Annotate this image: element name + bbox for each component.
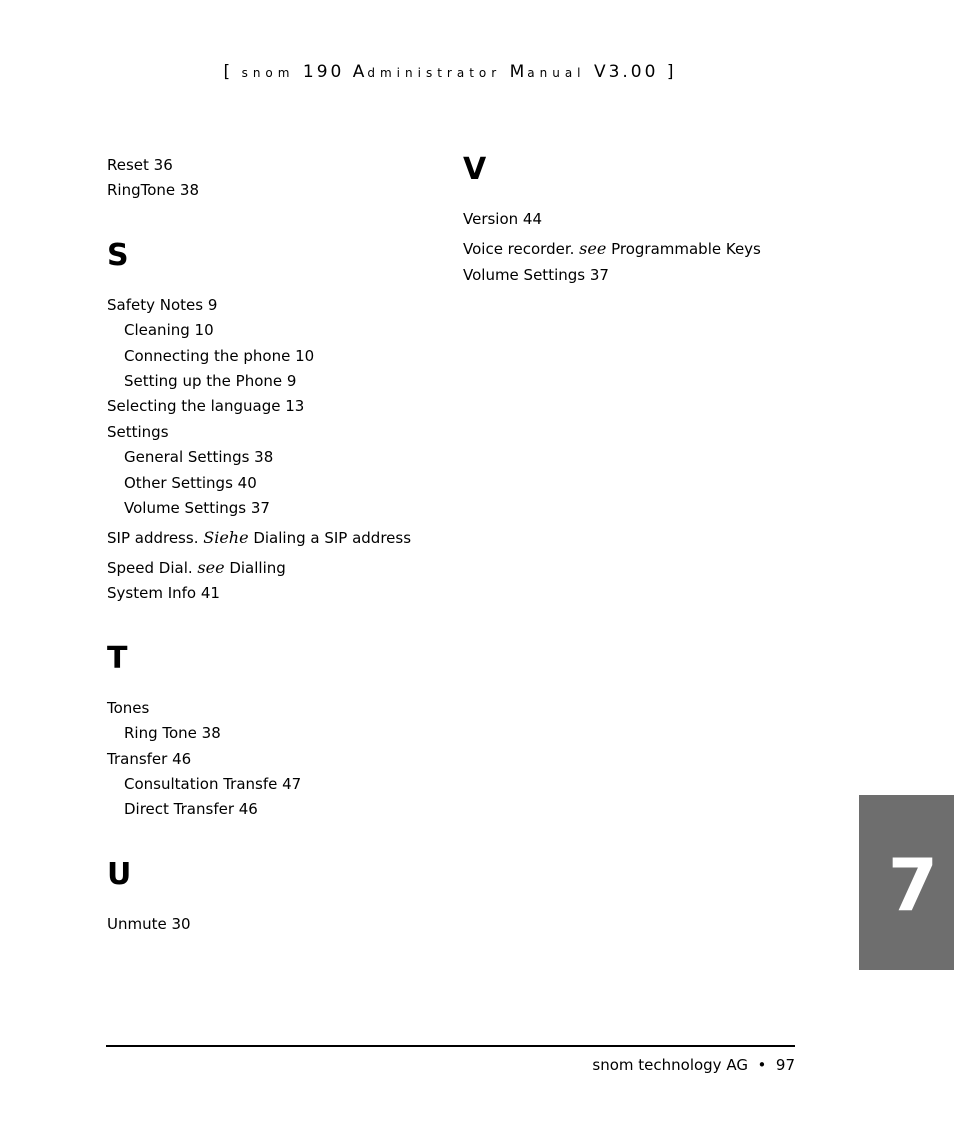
sip-post: Dialing a SIP address: [248, 529, 412, 547]
index-subentry-consultation-transfer: Consultation Transfe 47: [124, 775, 302, 793]
index-entry-safety-notes: Safety Notes 9: [107, 296, 218, 314]
voice-pre: Voice recorder.: [463, 240, 580, 258]
index-subentry-direct-transfer: Direct Transfer 46: [124, 800, 258, 818]
header-title-dministrator: dministrator: [367, 66, 502, 80]
footer-page-number: 97: [775, 1056, 795, 1074]
index-entry-speed-dial: [107, 558, 286, 578]
index-subentry-cleaning: Cleaning 10: [124, 321, 214, 339]
index-entry-transfer: Transfer 46: [107, 750, 192, 768]
footer-company: snom technology AG: [592, 1056, 748, 1074]
footer-bullet: •: [757, 1056, 767, 1074]
index-subentry-connecting: Connecting the phone 10: [124, 347, 315, 365]
header-brand: snom: [241, 66, 295, 80]
index-entry-tones: Tones: [107, 699, 150, 717]
index-entry-reset: Reset 36: [107, 156, 173, 174]
header-bracket-close: ]: [666, 62, 677, 82]
header-model: 190: [302, 62, 345, 82]
header-title-m: M: [509, 62, 528, 82]
page-footer: [592, 1056, 795, 1074]
index-subentry-other-settings: Other Settings 40: [124, 474, 257, 492]
index-entry-selecting-language: Selecting the language 13: [107, 397, 305, 415]
header-title-a: A: [352, 62, 368, 82]
index-entry-version: Version 44: [463, 210, 543, 228]
footer-rule: [106, 1045, 795, 1047]
chapter-number: 7: [887, 843, 938, 927]
index-entry-voice-recorder: [463, 239, 761, 259]
section-letter-v: V: [463, 152, 487, 187]
section-letter-u: U: [107, 857, 132, 892]
header-bracket-open: [: [223, 62, 234, 82]
sip-see: Siehe: [203, 528, 249, 547]
section-letter-s: S: [107, 238, 129, 273]
chapter-tab: [859, 795, 954, 970]
running-header: [0, 62, 900, 82]
index-entry-system-info: System Info 41: [107, 584, 220, 602]
speed-post: Dialling: [224, 559, 286, 577]
header-version: V3.00: [593, 62, 659, 82]
voice-post: Programmable Keys: [606, 240, 761, 258]
index-entry-unmute: Unmute 30: [107, 915, 191, 933]
voice-see: see: [579, 239, 607, 258]
speed-see: see: [197, 558, 225, 577]
index-subentry-setting-up: Setting up the Phone 9: [124, 372, 297, 390]
index-entry-settings: Settings: [107, 423, 169, 441]
section-letter-t: T: [107, 641, 128, 676]
sip-pre: SIP address.: [107, 529, 204, 547]
speed-pre: Speed Dial.: [107, 559, 198, 577]
header-title-anual: anual: [527, 66, 586, 80]
index-entry-volume-settings: Volume Settings 37: [463, 266, 609, 284]
index-subentry-volume-settings: Volume Settings 37: [124, 499, 270, 517]
index-subentry-general-settings: General Settings 38: [124, 448, 274, 466]
index-subentry-ring-tone: Ring Tone 38: [124, 724, 221, 742]
index-entry-sip-address: [107, 528, 411, 548]
index-entry-ringtone: RingTone 38: [107, 181, 199, 199]
